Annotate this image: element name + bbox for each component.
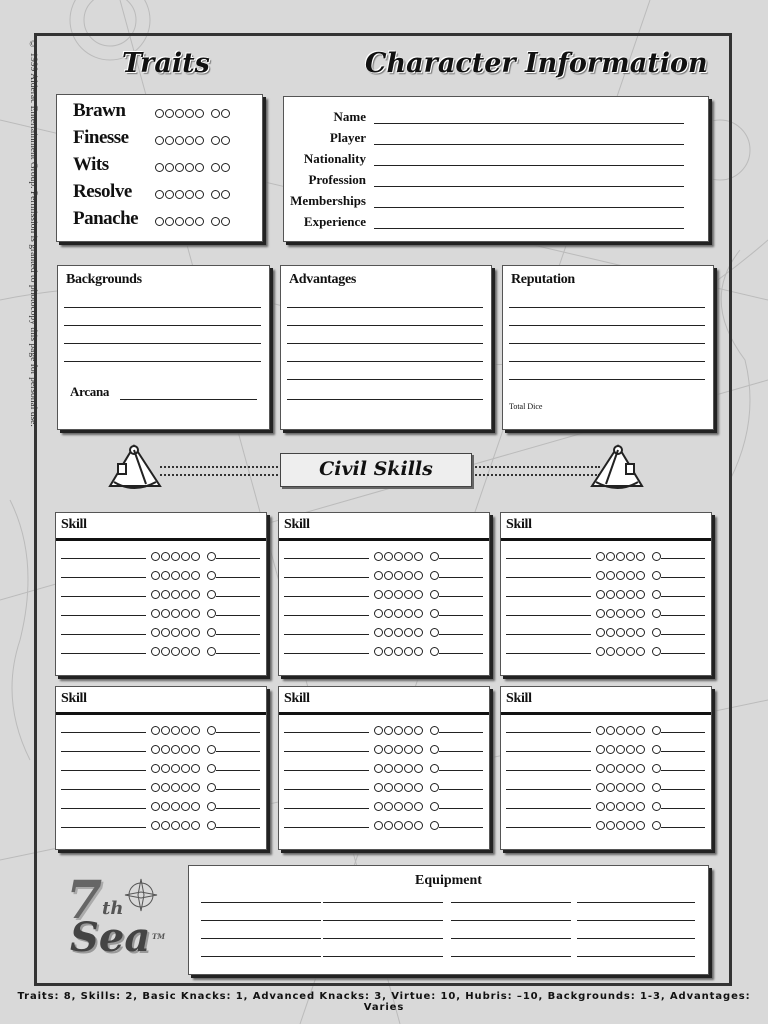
- skill-extra-field[interactable]: [216, 634, 260, 635]
- skill-rank-dots[interactable]: [596, 647, 661, 656]
- skill-rank-dots[interactable]: [374, 552, 439, 561]
- trait-label: Panache: [73, 208, 139, 229]
- civil-skills-title: Civil Skills: [319, 458, 433, 480]
- trait-row-brawn: [73, 100, 263, 126]
- skill-row: [56, 819, 266, 833]
- skill-name-field[interactable]: [61, 634, 146, 635]
- skill-extra-field[interactable]: [439, 615, 483, 616]
- skill-rank-dots[interactable]: [151, 783, 216, 792]
- character-information-title: Character Information: [365, 48, 708, 79]
- advantages-line[interactable]: [287, 399, 483, 400]
- skill-rank-dots[interactable]: [151, 571, 216, 580]
- skill-rank-dots[interactable]: [151, 628, 216, 637]
- skill-name-field[interactable]: [284, 558, 369, 559]
- info-row-nationality: [284, 151, 704, 171]
- equipment-line[interactable]: [577, 956, 695, 957]
- skill-extra-field[interactable]: [216, 577, 260, 578]
- skill-row: [279, 800, 489, 814]
- character-information-box: [283, 96, 709, 242]
- skill-row: [56, 607, 266, 621]
- skill-row: [56, 569, 266, 583]
- reputation-line[interactable]: [509, 361, 705, 362]
- copyright-notice: © 1999 Alderac Entertainment Group. Permission is granted to photocopy this page for personal use.: [28, 40, 38, 427]
- equipment-title: Equipment: [415, 873, 482, 888]
- skill-rank-dots[interactable]: [151, 552, 216, 561]
- skill-row: [501, 819, 711, 833]
- civil-skills-banner: [280, 453, 472, 487]
- trait-dots[interactable]: [155, 136, 230, 145]
- seventh-sea-logo: [66, 872, 166, 972]
- skill-row: [501, 781, 711, 795]
- skill-name-field[interactable]: [61, 808, 146, 809]
- skill-extra-field[interactable]: [661, 732, 705, 733]
- skill-row: [501, 724, 711, 738]
- skill-extra-field[interactable]: [216, 653, 260, 654]
- skill-row: [56, 781, 266, 795]
- skill-extra-field[interactable]: [216, 732, 260, 733]
- equipment-line[interactable]: [201, 902, 321, 903]
- info-row-experience: [284, 214, 704, 234]
- skill-name-field[interactable]: [506, 615, 591, 616]
- skill-name-field[interactable]: [284, 789, 369, 790]
- info-label: Profession: [308, 172, 366, 187]
- skill-name-field[interactable]: [284, 596, 369, 597]
- trait-dots[interactable]: [155, 109, 230, 118]
- skill-rank-dots[interactable]: [374, 764, 439, 773]
- skill-row: [279, 550, 489, 564]
- skill-row: [501, 588, 711, 602]
- skill-name-field[interactable]: [506, 596, 591, 597]
- reputation-box: [502, 265, 714, 430]
- equipment-line[interactable]: [323, 938, 443, 939]
- skill-rank-dots[interactable]: [151, 764, 216, 773]
- skill-header-rule: [56, 538, 266, 541]
- skill-box: [278, 686, 490, 850]
- skill-extra-field[interactable]: [661, 770, 705, 771]
- logo-tm: TM: [152, 932, 165, 941]
- skill-name-field[interactable]: [61, 615, 146, 616]
- skill-extra-field[interactable]: [216, 808, 260, 809]
- advantages-title: Advantages: [289, 272, 357, 287]
- skill-rank-dots[interactable]: [596, 628, 661, 637]
- memberships-field[interactable]: [374, 207, 684, 208]
- arcana-label: Arcana: [70, 384, 110, 399]
- skill-name-field[interactable]: [506, 653, 591, 654]
- skill-rank-dots[interactable]: [151, 726, 216, 735]
- skill-name-field[interactable]: [284, 615, 369, 616]
- skill-rank-dots[interactable]: [151, 745, 216, 754]
- skill-header-rule: [501, 538, 711, 541]
- advantages-line[interactable]: [287, 307, 483, 308]
- trait-dots[interactable]: [155, 163, 230, 172]
- trait-label: Resolve: [73, 181, 132, 202]
- logo-th: th: [102, 898, 124, 919]
- equipment-line[interactable]: [451, 920, 571, 921]
- skill-box: [278, 512, 490, 676]
- skill-rank-dots[interactable]: [374, 802, 439, 811]
- skill-name-field[interactable]: [284, 577, 369, 578]
- skill-extra-field[interactable]: [661, 615, 705, 616]
- traits-box: [56, 94, 263, 242]
- skill-extra-field[interactable]: [216, 751, 260, 752]
- experience-field[interactable]: [374, 228, 684, 229]
- skill-row: [501, 743, 711, 757]
- skill-extra-field[interactable]: [216, 558, 260, 559]
- skill-name-field[interactable]: [61, 653, 146, 654]
- skill-name-field[interactable]: [506, 789, 591, 790]
- skill-rank-dots[interactable]: [374, 628, 439, 637]
- skill-name-field[interactable]: [61, 751, 146, 752]
- skill-rank-dots[interactable]: [596, 821, 661, 830]
- skill-rank-dots[interactable]: [374, 821, 439, 830]
- reputation-line[interactable]: [509, 325, 705, 326]
- skill-box-title: Skill: [61, 517, 87, 532]
- skill-box: [500, 686, 712, 850]
- backgrounds-line[interactable]: [64, 361, 261, 362]
- advantages-line[interactable]: [287, 379, 483, 380]
- trait-dots[interactable]: [155, 190, 230, 199]
- arcana-field[interactable]: [120, 399, 257, 400]
- skill-name-field[interactable]: [506, 634, 591, 635]
- skill-row: [279, 743, 489, 757]
- skill-rank-dots[interactable]: [151, 647, 216, 656]
- equipment-line[interactable]: [323, 920, 443, 921]
- footer-point-summary: Traits: 8, Skills: 2, Basic Knacks: 1, Advanced Knacks: 3, Virtue: 10, Hubris: –10, Backgrounds: 1-3, Advantages: Varies: [17, 991, 751, 1013]
- skill-name-field[interactable]: [284, 827, 369, 828]
- skill-box-title: Skill: [506, 691, 532, 706]
- skill-row: [501, 550, 711, 564]
- skill-box-title: Skill: [61, 691, 87, 706]
- skill-extra-field[interactable]: [661, 558, 705, 559]
- skill-extra-field[interactable]: [216, 827, 260, 828]
- skill-row: [279, 645, 489, 659]
- skill-rank-dots[interactable]: [596, 609, 661, 618]
- reputation-title: Reputation: [511, 272, 575, 287]
- skill-name-field[interactable]: [284, 653, 369, 654]
- trait-row-wits: [73, 154, 263, 180]
- skill-row: [56, 724, 266, 738]
- skill-row: [279, 724, 489, 738]
- reputation-line[interactable]: [509, 307, 705, 308]
- reputation-line[interactable]: [509, 379, 705, 380]
- skill-header-rule: [279, 538, 489, 541]
- skill-extra-field[interactable]: [216, 789, 260, 790]
- skill-name-field[interactable]: [61, 827, 146, 828]
- player-field[interactable]: [374, 144, 684, 145]
- info-row-profession: [284, 172, 704, 192]
- skill-header-rule: [56, 712, 266, 715]
- skill-extra-field[interactable]: [661, 577, 705, 578]
- skill-row: [56, 645, 266, 659]
- trait-row-finesse: [73, 127, 263, 153]
- skill-row: [279, 588, 489, 602]
- skill-extra-field[interactable]: [216, 615, 260, 616]
- info-row-memberships: [284, 193, 704, 213]
- advantages-line[interactable]: [287, 343, 483, 344]
- skill-row: [56, 762, 266, 776]
- equipment-line[interactable]: [201, 938, 321, 939]
- skill-rank-dots[interactable]: [151, 590, 216, 599]
- total-dice-label: Total Dice: [509, 402, 543, 411]
- skill-name-field[interactable]: [61, 558, 146, 559]
- skill-extra-field[interactable]: [439, 577, 483, 578]
- backgrounds-title: Backgrounds: [66, 272, 142, 287]
- skill-row: [279, 569, 489, 583]
- info-label: Nationality: [303, 151, 366, 166]
- advantages-box: [280, 265, 492, 430]
- skill-box: [500, 512, 712, 676]
- skill-row: [56, 588, 266, 602]
- equipment-line[interactable]: [323, 956, 443, 957]
- equipment-line[interactable]: [451, 938, 571, 939]
- skill-rank-dots[interactable]: [151, 821, 216, 830]
- skill-row: [279, 762, 489, 776]
- skill-rank-dots[interactable]: [596, 726, 661, 735]
- skill-rank-dots[interactable]: [596, 552, 661, 561]
- skill-box: [55, 686, 267, 850]
- sextant-right-icon: [588, 442, 648, 492]
- info-label: Player: [329, 130, 366, 145]
- skill-box: [55, 512, 267, 676]
- skill-extra-field[interactable]: [216, 596, 260, 597]
- logo-seven: 7: [66, 870, 103, 931]
- skill-extra-field[interactable]: [661, 596, 705, 597]
- trait-row-resolve: [73, 181, 263, 207]
- skill-rank-dots[interactable]: [596, 571, 661, 580]
- skill-box-title: Skill: [506, 517, 532, 532]
- skill-extra-field[interactable]: [439, 827, 483, 828]
- skill-name-field[interactable]: [506, 808, 591, 809]
- skill-rank-dots[interactable]: [596, 764, 661, 773]
- trait-label: Finesse: [73, 127, 129, 148]
- backgrounds-line[interactable]: [64, 343, 261, 344]
- skill-rank-dots[interactable]: [374, 726, 439, 735]
- skill-name-field[interactable]: [284, 634, 369, 635]
- equipment-line[interactable]: [577, 902, 695, 903]
- skill-row: [501, 645, 711, 659]
- skill-name-field[interactable]: [506, 558, 591, 559]
- skill-extra-field[interactable]: [661, 808, 705, 809]
- skill-row: [279, 607, 489, 621]
- skill-header-rule: [501, 712, 711, 715]
- skill-row: [56, 550, 266, 564]
- info-label: Name: [333, 109, 366, 124]
- equipment-line[interactable]: [323, 902, 443, 903]
- equipment-line[interactable]: [451, 956, 571, 957]
- sextant-left-icon: [104, 442, 164, 492]
- info-row-player: [284, 130, 704, 150]
- skill-rank-dots[interactable]: [374, 571, 439, 580]
- info-label: Memberships: [290, 193, 366, 208]
- compass-rose-icon: [124, 878, 158, 912]
- traits-title: Traits: [122, 48, 210, 79]
- reputation-line[interactable]: [509, 343, 705, 344]
- skill-extra-field[interactable]: [661, 634, 705, 635]
- skill-rank-dots[interactable]: [374, 647, 439, 656]
- skill-name-field[interactable]: [506, 770, 591, 771]
- skill-extra-field[interactable]: [439, 751, 483, 752]
- rope-left: [160, 466, 282, 476]
- skill-row: [501, 762, 711, 776]
- trait-dots[interactable]: [155, 217, 230, 226]
- skill-name-field[interactable]: [61, 770, 146, 771]
- skill-name-field[interactable]: [61, 789, 146, 790]
- skill-row: [56, 626, 266, 640]
- skill-row: [56, 743, 266, 757]
- backgrounds-line[interactable]: [64, 325, 261, 326]
- skill-row: [501, 626, 711, 640]
- backgrounds-line[interactable]: [64, 307, 261, 308]
- logo-sea: Sea: [70, 914, 151, 961]
- skill-extra-field[interactable]: [439, 634, 483, 635]
- info-row-name: [284, 109, 704, 129]
- equipment-line[interactable]: [201, 956, 321, 957]
- equipment-box: [188, 865, 709, 975]
- skill-name-field[interactable]: [506, 577, 591, 578]
- advantages-line[interactable]: [287, 361, 483, 362]
- equipment-line[interactable]: [577, 920, 695, 921]
- skill-extra-field[interactable]: [439, 558, 483, 559]
- backgrounds-box: [57, 265, 270, 430]
- skill-rank-dots[interactable]: [374, 590, 439, 599]
- equipment-line[interactable]: [201, 920, 321, 921]
- skill-rank-dots[interactable]: [596, 590, 661, 599]
- trait-row-panache: [73, 208, 263, 234]
- skill-row: [501, 569, 711, 583]
- skill-row: [279, 819, 489, 833]
- skill-name-field[interactable]: [284, 751, 369, 752]
- skill-rank-dots[interactable]: [151, 609, 216, 618]
- skill-name-field[interactable]: [284, 732, 369, 733]
- skill-extra-field[interactable]: [439, 808, 483, 809]
- skill-row: [501, 607, 711, 621]
- skill-extra-field[interactable]: [661, 653, 705, 654]
- skill-rank-dots[interactable]: [596, 783, 661, 792]
- skill-row: [56, 800, 266, 814]
- skill-row: [279, 781, 489, 795]
- skill-name-field[interactable]: [506, 751, 591, 752]
- skill-row: [501, 800, 711, 814]
- info-label: Experience: [303, 214, 366, 229]
- skill-rank-dots[interactable]: [374, 609, 439, 618]
- skill-rank-dots[interactable]: [596, 745, 661, 754]
- skill-name-field[interactable]: [506, 827, 591, 828]
- profession-field[interactable]: [374, 186, 684, 187]
- skill-extra-field[interactable]: [661, 789, 705, 790]
- skill-name-field[interactable]: [61, 596, 146, 597]
- skill-name-field[interactable]: [61, 732, 146, 733]
- skill-extra-field[interactable]: [216, 770, 260, 771]
- skill-extra-field[interactable]: [439, 732, 483, 733]
- skill-header-rule: [279, 712, 489, 715]
- equipment-line[interactable]: [451, 902, 571, 903]
- advantages-line[interactable]: [287, 325, 483, 326]
- skill-extra-field[interactable]: [439, 770, 483, 771]
- rope-right: [468, 466, 600, 476]
- trait-label: Brawn: [73, 100, 126, 121]
- name-field[interactable]: [374, 123, 684, 124]
- skill-extra-field[interactable]: [439, 653, 483, 654]
- skill-rank-dots[interactable]: [596, 802, 661, 811]
- trait-label: Wits: [73, 154, 109, 175]
- skill-extra-field[interactable]: [439, 596, 483, 597]
- skill-box-title: Skill: [284, 691, 310, 706]
- skill-rank-dots[interactable]: [151, 802, 216, 811]
- equipment-line[interactable]: [577, 938, 695, 939]
- skill-extra-field[interactable]: [439, 789, 483, 790]
- skill-box-title: Skill: [284, 517, 310, 532]
- nationality-field[interactable]: [374, 165, 684, 166]
- skill-rank-dots[interactable]: [374, 745, 439, 754]
- skill-extra-field[interactable]: [661, 827, 705, 828]
- skill-rank-dots[interactable]: [374, 783, 439, 792]
- skill-name-field[interactable]: [284, 808, 369, 809]
- skill-name-field[interactable]: [61, 577, 146, 578]
- skill-name-field[interactable]: [284, 770, 369, 771]
- skill-extra-field[interactable]: [661, 751, 705, 752]
- skill-row: [279, 626, 489, 640]
- skill-name-field[interactable]: [506, 732, 591, 733]
